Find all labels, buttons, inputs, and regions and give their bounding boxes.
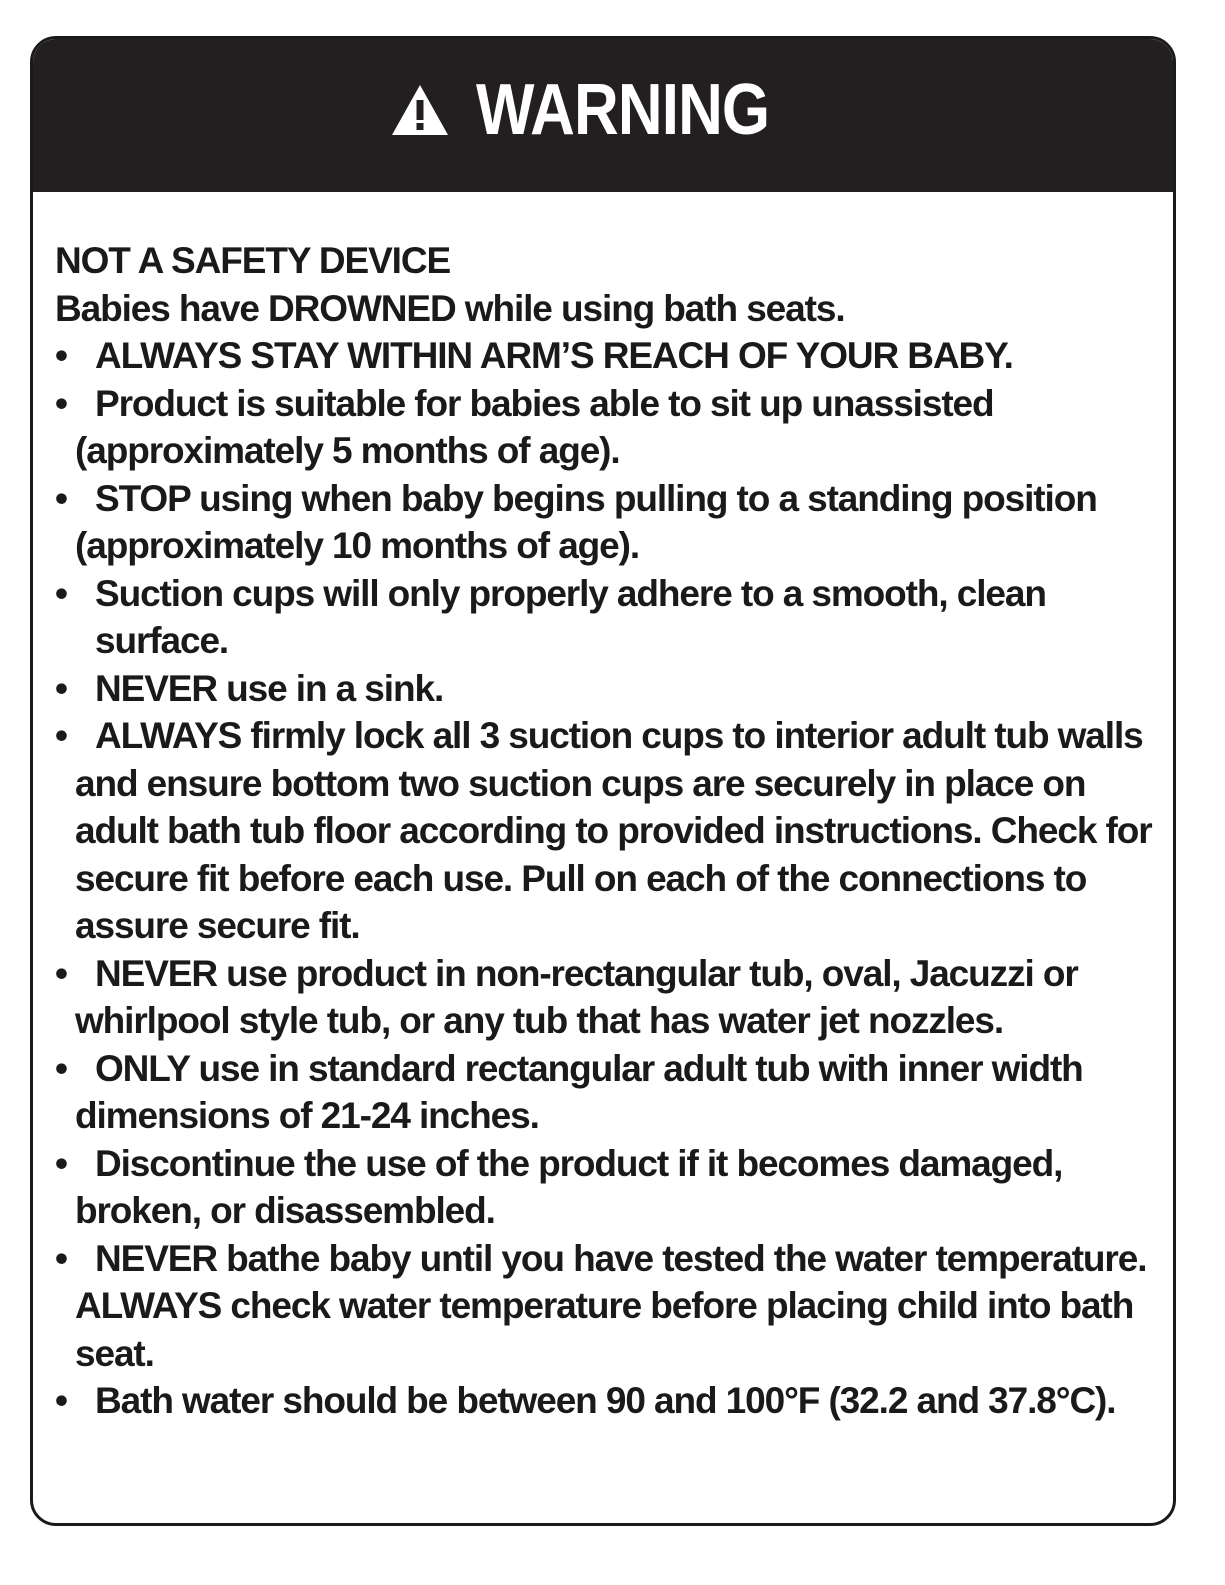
warning-bullet-continuation: adult bath tub floor according to provided instructions. Check for (75, 810, 1152, 851)
warning-bullet-text: Product is suitable for babies able to sit up unassisted (95, 382, 994, 424)
warning-bullet-item (55, 1377, 1165, 1425)
warning-bullet-item (55, 475, 1165, 570)
warning-bullet-item (55, 380, 1165, 475)
warning-bullet-item (55, 950, 1165, 1045)
bullet-dot: • (55, 667, 67, 709)
warning-bullet-item (55, 332, 1165, 380)
warning-bullet-continuation: (approximately 5 months of age). (75, 430, 620, 471)
warning-bullet-continuation: secure fit before each use. Pull on each of the connections to (75, 857, 1087, 899)
warning-bullet-continuation: assure secure fit. (75, 905, 360, 946)
bullet-dot: • (55, 335, 67, 376)
warning-content (55, 237, 1165, 1425)
warning-bullet-line (55, 332, 1165, 380)
warning-bullet-line (55, 1045, 1165, 1093)
warning-bullet-list (55, 332, 1165, 1425)
bullet-dot: • (55, 1380, 67, 1421)
bullet-dot: • (55, 952, 67, 994)
warning-bullet-line (55, 1140, 1165, 1188)
warning-bullet-text: NEVER bathe baby until you have tested the water temperature. (95, 1237, 1147, 1279)
warning-heading: NOT A SAFETY DEVICE (55, 240, 451, 281)
warning-intro: Babies have DROWNED while using bath seats. (55, 287, 845, 329)
warning-bullet-line (55, 570, 1165, 618)
warning-bullet-text: Suction cups will only properly adhere to a smooth, clean (95, 572, 1046, 614)
warning-header-inner (390, 69, 817, 150)
bullet-dot: • (55, 1047, 67, 1089)
warning-bullet-continuation: dimensions of 21-24 inches. (75, 1095, 539, 1136)
warning-bullet-continuation: surface. (95, 620, 229, 661)
bullet-dot: • (55, 1237, 67, 1279)
warning-bullet-line (55, 712, 1165, 760)
warning-bullet-continuation: ALWAYS check water temperature before placing child into bath (75, 1285, 1134, 1326)
warning-bullet-item (55, 1140, 1165, 1235)
warning-bullet-item (55, 665, 1165, 713)
warning-bullet-text: Bath water should be between 90 and 100°F (32.2 and 37.8°C). (95, 1380, 1116, 1421)
warning-bullet-line (55, 1377, 1165, 1425)
warning-bullet-continuation: whirlpool style tub, or any tub that has water jet nozzles. (75, 1000, 1004, 1041)
warning-bullet-item (55, 1045, 1165, 1140)
warning-bullet-text: NEVER use in a sink. (95, 667, 444, 709)
warning-bullet-item (55, 1235, 1165, 1378)
warning-title: WARNING (475, 69, 769, 150)
warning-bullet-text: ALWAYS STAY WITHIN ARM’S REACH OF YOUR BABY. (95, 335, 1013, 376)
warning-bullet-continuation: seat. (75, 1332, 154, 1374)
warning-bullet-text: ONLY use in standard rectangular adult tub with inner width (95, 1047, 1083, 1089)
warning-bullet-line (55, 380, 1165, 428)
warning-bullet-continuation: (approximately 10 months of age). (75, 525, 640, 566)
warning-bullet-line (55, 475, 1165, 523)
bullet-dot: • (55, 1142, 67, 1184)
bullet-dot: • (55, 715, 67, 756)
warning-header (33, 39, 1173, 192)
warning-bullet-item (55, 712, 1165, 950)
warning-bullet-item (55, 570, 1165, 665)
warning-bullet-text: ALWAYS firmly lock all 3 suction cups to interior adult tub walls (95, 715, 1143, 756)
warning-triangle-icon (390, 83, 450, 137)
warning-label (30, 36, 1176, 1526)
warning-bullet-text: STOP using when baby begins pulling to a standing position (95, 477, 1097, 519)
warning-bullet-line (55, 1235, 1165, 1283)
warning-bullet-continuation: and ensure bottom two suction cups are securely in place on (75, 762, 1086, 804)
warning-bullet-line (55, 665, 1165, 713)
warning-bullet-text: Discontinue the use of the product if it becomes damaged, (95, 1142, 1063, 1184)
bullet-dot: • (55, 572, 67, 614)
bullet-dot: • (55, 477, 67, 519)
warning-bullet-line (55, 950, 1165, 998)
bullet-dot: • (55, 382, 67, 424)
warning-bullet-text: NEVER use product in non-rectangular tub, oval, Jacuzzi or (95, 952, 1078, 994)
warning-bullet-continuation: broken, or disassembled. (75, 1190, 495, 1231)
